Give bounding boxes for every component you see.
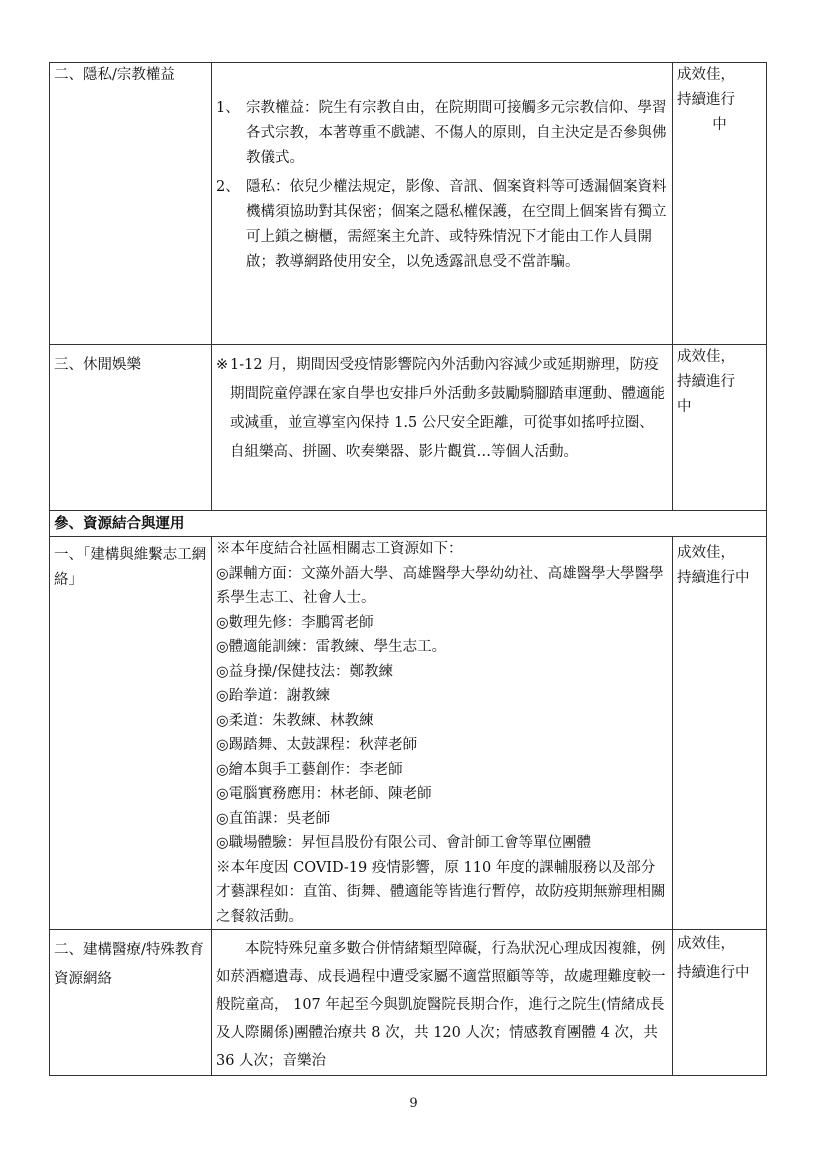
status-text: 持續進行 <box>677 92 735 108</box>
item-text: 宗教權益：院生有宗教自由，在院期間可接觸多元宗教信仰、學習各式宗教，本著尊重不戲謔、不傷人的原則，自主決定是否參與佛教儀式。 <box>246 100 667 166</box>
status-text: 成效佳， <box>677 67 735 83</box>
list-item: ◎繪本與手工藝創作：李老師 <box>216 761 403 778</box>
category-cell <box>50 345 212 511</box>
list-item: ◎益身操/保健技法：鄭教練 <box>216 663 394 680</box>
item-text: 隱私：依兒少權法規定，影像、音訊、個案資料等可透漏個案資料機構須協助對其保密；個案之隱私權保護，在空間上個案皆有獨立可上鎖之櫥櫃，需經案主允許、或特殊情況下才能由工作人員開啟；教導網路使用安全，以免透露訊息受不當詐騙。 <box>246 179 667 270</box>
body-paragraph: 本院特殊兒童多數合併情緒類型障礙，行為狀況心理成因複雜，例如菸酒癮遺毒、成長過程中遭受家屬不適當照顧等等，故處理難度較一般院童高， 107 年起至今與凱旋醫院長期合作，進行之院生(情緒成長及人際關係)團體治療共 8 次，共 120 人次；情感教育團體 4 次，共 36 人次；音樂治 <box>216 941 666 1069</box>
list-item: ◎跆拳道：謝教練 <box>216 688 331 704</box>
category-label: 二、建構醫療/特殊教育資源網絡 <box>54 942 204 987</box>
category-label: 三、休閒娛樂 <box>54 357 141 373</box>
content-cell <box>212 345 673 511</box>
list-item: ◎踢踏舞、太鼓課程：秋萍老師 <box>216 737 418 753</box>
content-cell <box>212 537 673 930</box>
status-text: 持續進行 <box>677 374 735 390</box>
table-row <box>50 345 767 511</box>
status-cell <box>673 63 767 345</box>
table-row <box>50 63 767 345</box>
note-mark: ※ <box>216 357 229 373</box>
status-text: 持續進行中 <box>677 570 750 586</box>
status-cell <box>673 537 767 930</box>
status-text: 中 <box>712 117 727 133</box>
status-text: 持續進行中 <box>677 965 750 981</box>
list-item: ◎職場體驗：昇恒昌股份有限公司、會計師工會等單位團體 <box>216 835 592 851</box>
note-paragraph <box>216 351 668 467</box>
status-cell <box>673 345 767 511</box>
status-text: 成效佳， <box>677 349 735 365</box>
list-item: ※本年度因 COVID-19 疫情影響，原 110 年度的課輔服務以及部分才藝課程如：直笛、街舞、體適能等皆進行暫停，故防疫期無辦理相關之餐敘活動。 <box>216 859 666 925</box>
list-item <box>216 96 668 171</box>
category-label: 一、「建構與維繫志工網絡」 <box>54 547 207 588</box>
section-title: 參、資源結合與運用 <box>50 511 767 537</box>
category-cell <box>50 63 212 345</box>
content-cell <box>212 63 673 345</box>
page-number: 9 <box>409 1096 418 1111</box>
list-item: ※本年度結合社區相關志工資源如下： <box>216 541 463 557</box>
table-row <box>50 537 767 930</box>
evaluation-table <box>49 62 767 1076</box>
item-number: 1、 <box>216 100 240 116</box>
item-number: 2、 <box>216 179 240 195</box>
content-cell <box>212 930 673 1076</box>
list-item: ◎柔道：朱教練、林教練 <box>216 712 374 729</box>
status-text: 成效佳， <box>677 545 735 561</box>
list-item: ◎數理先修：李鵬霄老師 <box>216 614 374 631</box>
table-row <box>50 930 767 1076</box>
note-text: 1-12 月，期間因受疫情影響院內外活動內容減少或延期辦理，防疫期間院童停課在家自學也安排戶外活動多鼓勵騎腳踏車運動、體適能或減重，並宣導室內保持 1.5 公尺安全距離，可從事如搖呼拉圈、自組樂高、拼圖、吹奏樂器、影片觀賞…等個人活動。 <box>230 357 665 460</box>
status-cell <box>673 930 767 1076</box>
list-item: ◎電腦實務應用：林老師、陳老師 <box>216 786 432 802</box>
category-cell <box>50 930 212 1076</box>
category-cell <box>50 537 212 930</box>
list-item: ◎課輔方面：文藻外語大學、高雄醫學大學幼幼社、高雄醫學大學醫學系學生志工、社會人士。 <box>216 565 664 606</box>
category-label: 二、隱私/宗教權益 <box>54 67 175 83</box>
section-heading-row <box>50 511 767 537</box>
status-text: 成效佳， <box>677 936 735 952</box>
list-item <box>216 175 668 275</box>
list-item: ◎直笛課：吳老師 <box>216 810 331 827</box>
status-text: 中 <box>677 399 692 415</box>
list-item: ◎體適能訓練：雷教練、學生志工。 <box>216 639 447 655</box>
